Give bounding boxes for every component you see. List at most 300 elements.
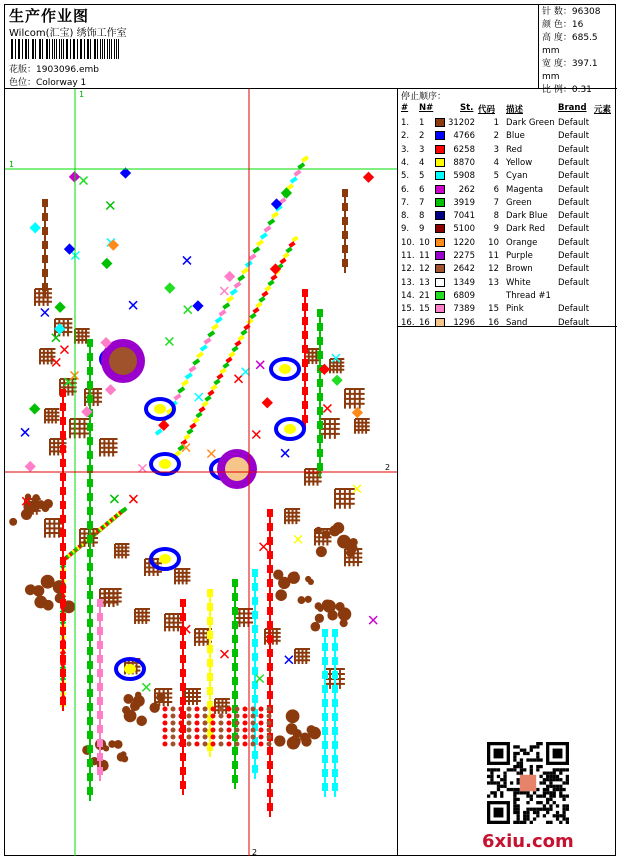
embroidery-stitch xyxy=(332,741,338,749)
embroidery-stitch xyxy=(324,679,326,685)
color-stitches: 262 xyxy=(458,184,475,195)
embroidery-stitch xyxy=(324,651,326,657)
embroidery-stitch xyxy=(89,515,91,521)
embroidery-stitch xyxy=(60,655,66,663)
neckline-stitch xyxy=(155,428,163,435)
color-brand: Default xyxy=(558,237,590,248)
embroidery-stitch xyxy=(319,429,321,435)
embroidery-stitch xyxy=(60,683,66,691)
qr-module xyxy=(556,768,559,771)
embroidery-stitch xyxy=(232,747,238,755)
neckline-stitch xyxy=(186,428,193,435)
embroidery-stitch xyxy=(267,803,273,811)
embroidery-stitch xyxy=(251,735,256,740)
qr-module xyxy=(507,768,510,771)
qr-module xyxy=(513,765,516,768)
qr-module xyxy=(562,788,565,791)
embroidery-stitch xyxy=(179,714,184,719)
embroidery-stitch xyxy=(219,721,224,726)
embroidery-stitch xyxy=(133,695,145,707)
embroidery-stitch xyxy=(97,739,103,747)
embroidery-stitch xyxy=(60,599,66,607)
embroidery-stitch xyxy=(97,641,103,649)
embroidery-stitch xyxy=(163,707,168,712)
embroidery-stitch xyxy=(182,775,184,781)
embroidery-stitch xyxy=(267,579,273,587)
embroidery-stitch xyxy=(154,404,166,414)
qr-module xyxy=(526,801,529,804)
qr-module xyxy=(520,749,523,752)
color-row xyxy=(398,224,617,237)
color-brand: Default xyxy=(558,211,590,222)
embroidery-stitch xyxy=(87,605,93,613)
qr-module xyxy=(497,775,500,778)
embroidery-stitch xyxy=(267,775,273,783)
embroidery-stitch xyxy=(109,347,137,375)
qr-module xyxy=(533,791,536,794)
embroidery-stitch xyxy=(44,277,46,283)
color-swatch xyxy=(435,251,445,260)
embroidery-stitch xyxy=(207,687,213,695)
qr-module xyxy=(549,804,552,807)
embroidery-stitch xyxy=(182,649,184,655)
embroidery-stitch xyxy=(99,663,101,669)
embroidery-stitch xyxy=(287,736,300,749)
embroidery-stitch xyxy=(300,732,310,742)
embroidery-stitch xyxy=(269,671,271,677)
embroidery-stitch xyxy=(97,627,103,635)
embroidery-stitch xyxy=(234,587,236,593)
embroidery-stitch xyxy=(195,742,200,747)
qr-module xyxy=(517,781,520,784)
embroidery-stitch xyxy=(9,518,17,526)
qr-module xyxy=(530,794,533,797)
qr-module xyxy=(517,762,520,765)
qr-module xyxy=(543,794,546,797)
qr-module xyxy=(503,772,506,775)
color-code: 2 xyxy=(493,131,499,142)
embroidery-stitch xyxy=(269,769,271,775)
embroidery-stitch xyxy=(180,599,186,607)
embroidery-stitch xyxy=(332,713,338,721)
color-stitches: 6809 xyxy=(453,290,475,301)
col-element: 元素 xyxy=(594,105,612,115)
embroidery-stitch xyxy=(89,361,91,367)
embroidery-stitch xyxy=(269,643,271,649)
neckline-stitch xyxy=(198,406,205,413)
color-seq: 11. xyxy=(401,251,415,261)
embroidery-stitch xyxy=(203,714,208,719)
color-code: 3 xyxy=(493,144,499,155)
qr-module xyxy=(539,765,542,768)
neckline-stitch xyxy=(200,344,208,351)
qr-module xyxy=(556,811,559,814)
color-seq: 5. xyxy=(401,171,410,182)
color-num: 4 xyxy=(419,157,425,168)
embroidery-stitch xyxy=(252,611,258,619)
embroidery-stitch xyxy=(251,728,256,733)
embroidery-stitch xyxy=(243,721,248,726)
embroidery-stitch xyxy=(269,531,271,537)
embroidery-stitch xyxy=(60,389,66,397)
qr-module xyxy=(553,778,556,781)
embroidery-stitch xyxy=(101,258,112,269)
embroidery-stitch xyxy=(344,239,346,245)
qr-module xyxy=(536,788,539,791)
qr-module xyxy=(539,801,542,804)
color-brand: Default xyxy=(558,118,590,128)
color-row xyxy=(398,318,617,331)
embroidery-stitch xyxy=(89,725,91,731)
color-count: 颜 色：16 xyxy=(542,20,584,30)
color-num: 6 xyxy=(419,184,425,195)
qr-module xyxy=(494,794,497,797)
qr-module xyxy=(546,775,549,778)
embroidery-stitch xyxy=(319,457,321,463)
embroidery-stitch xyxy=(302,415,308,423)
embroidery-stitch xyxy=(89,417,91,423)
color-num: 11 xyxy=(419,251,430,261)
embroidery-stitch xyxy=(232,761,238,769)
embroidery-stitch xyxy=(302,401,308,409)
qr-module xyxy=(517,814,520,817)
embroidery-stitch xyxy=(60,445,66,453)
embroidery-stitch xyxy=(322,755,328,763)
embroidery-stitch xyxy=(235,742,240,747)
embroidery-stitch xyxy=(232,649,238,657)
color-num: 15 xyxy=(419,304,430,315)
qr-module xyxy=(559,821,562,824)
embroidery-stitch xyxy=(87,773,93,781)
embroidery-stitch xyxy=(332,657,338,665)
qr-module xyxy=(500,791,503,794)
embroidery-stitch xyxy=(269,699,271,705)
neckline-stitch xyxy=(222,302,230,309)
embroidery-stitch xyxy=(99,761,101,767)
embroidery-stitch xyxy=(43,600,54,611)
qr-module xyxy=(530,768,533,771)
embroidery-stitch xyxy=(319,359,321,365)
embroidery-stitch xyxy=(159,554,171,564)
qr-module xyxy=(566,781,569,784)
color-num: 13 xyxy=(419,277,430,288)
embroidery-stitch xyxy=(62,509,64,515)
embroidery-stitch xyxy=(87,521,93,529)
qr-module xyxy=(533,817,536,820)
embroidery-stitch xyxy=(332,699,338,707)
embroidery-stitch xyxy=(42,255,48,263)
embroidery-stitch xyxy=(349,538,358,547)
qr-module xyxy=(549,821,552,824)
qr-module xyxy=(543,778,546,781)
embroidery-stitch xyxy=(97,753,103,761)
qr-module xyxy=(566,778,569,781)
embroidery-stitch xyxy=(342,203,348,211)
embroidery-stitch xyxy=(302,345,308,353)
embroidery-stitch xyxy=(87,717,93,725)
embroidery-stitch xyxy=(254,577,256,583)
embroidery-stitch xyxy=(267,728,272,733)
embroidery-stitch xyxy=(60,557,66,565)
embroidery-stitch xyxy=(60,571,66,579)
embroidery-stitch xyxy=(60,417,66,425)
embroidery-stitch xyxy=(30,222,41,233)
qr-module xyxy=(520,791,523,794)
qr-module xyxy=(549,772,552,775)
color-swatch xyxy=(435,318,445,327)
color-code: 8 xyxy=(493,211,499,222)
embroidery-stitch xyxy=(89,501,91,507)
qr-module xyxy=(490,768,493,771)
qr-module xyxy=(562,814,565,817)
embroidery-stitch xyxy=(322,783,328,791)
embroidery-stitch xyxy=(182,789,184,795)
embroidery-stitch xyxy=(209,653,211,659)
embroidery-stitch xyxy=(302,331,308,339)
color-row xyxy=(398,211,617,224)
embroidery-stitch xyxy=(97,613,103,621)
embroidery-stitch xyxy=(89,473,91,479)
neckline-stitch xyxy=(213,379,220,386)
embroidery-stitch xyxy=(62,607,64,613)
qr-module xyxy=(497,768,500,771)
embroidery-stitch xyxy=(89,347,91,353)
color-code: 6 xyxy=(493,184,499,195)
neckline-stitch xyxy=(267,218,275,225)
embroidery-stitch xyxy=(262,397,273,408)
qr-module xyxy=(559,772,562,775)
qr-module xyxy=(546,788,549,791)
embroidery-stitch xyxy=(62,397,64,403)
embroidery-stitch xyxy=(259,707,264,712)
color-row xyxy=(398,278,617,291)
embroidery-stitch xyxy=(324,777,326,783)
embroidery-stitch xyxy=(182,663,184,669)
color-stitches: 7041 xyxy=(453,211,475,222)
embroidery-stitch xyxy=(87,535,93,543)
embroidery-stitch xyxy=(254,689,256,695)
embroidery-stitch xyxy=(163,742,168,747)
embroidery-stitch xyxy=(89,795,91,801)
embroidery-stitch xyxy=(187,735,192,740)
color-desc: Dark Green xyxy=(506,118,555,128)
embroidery-stitch xyxy=(322,685,328,693)
embroidery-stitch xyxy=(332,629,338,637)
embroidery-stitch xyxy=(227,735,232,740)
embroidery-stitch xyxy=(171,735,176,740)
color-stitches: 2642 xyxy=(453,264,475,275)
color-desc: Dark Red xyxy=(506,224,546,235)
qr-module xyxy=(549,791,552,794)
embroidery-stitch xyxy=(60,459,66,467)
embroidery-stitch xyxy=(149,702,159,712)
qr-module xyxy=(562,817,565,820)
embroidery-stitch xyxy=(99,747,101,753)
color-seq: 8. xyxy=(401,211,410,222)
embroidery-stitch xyxy=(24,503,32,511)
qr-module xyxy=(536,811,539,814)
embroidery-stitch xyxy=(315,602,322,609)
embroidery-stitch xyxy=(304,297,306,303)
embroidery-stitch xyxy=(290,572,299,581)
guide-label-left: 1 xyxy=(9,160,15,169)
embroidery-stitch xyxy=(234,685,236,691)
embroidery-stitch xyxy=(317,309,323,317)
embroidery-stitch xyxy=(252,597,258,605)
embroidery-stitch xyxy=(344,225,346,231)
embroidery-stitch xyxy=(234,629,236,635)
qr-module xyxy=(533,758,536,761)
embroidery-stitch xyxy=(243,714,248,719)
color-code: 11 xyxy=(488,251,499,261)
color-num: 3 xyxy=(419,144,425,155)
embroidery-stitch xyxy=(97,655,103,663)
embroidery-stitch xyxy=(234,755,236,761)
neckline-stitch xyxy=(260,232,268,239)
embroidery-stitch xyxy=(89,445,91,451)
embroidery-stitch xyxy=(87,395,93,403)
embroidery-stitch xyxy=(267,537,273,545)
embroidery-stitch xyxy=(334,721,336,727)
color-seq: 4. xyxy=(401,157,410,168)
embroidery-stitch xyxy=(254,647,256,653)
embroidery-stitch xyxy=(332,769,338,777)
embroidery-stitch xyxy=(334,777,336,783)
embroidery-stitch xyxy=(219,742,224,747)
embroidery-stitch xyxy=(207,673,213,681)
embroidery-stitch xyxy=(89,431,91,437)
embroidery-stitch xyxy=(319,373,321,379)
embroidery-stitch xyxy=(89,389,91,395)
embroidery-stitch xyxy=(317,379,323,387)
embroidery-stitch xyxy=(117,752,126,761)
neckline-stitch xyxy=(216,373,223,380)
embroidery-stitch xyxy=(327,610,337,620)
production-sheet xyxy=(4,4,616,856)
color-desc: Cyan xyxy=(506,171,528,182)
qr-module xyxy=(562,808,565,811)
embroidery-stitch xyxy=(269,587,271,593)
embroidery-stitch xyxy=(259,714,264,719)
embroidery-stitch xyxy=(259,728,264,733)
embroidery-stitch xyxy=(254,759,256,765)
qr-module xyxy=(526,817,529,820)
embroidery-stitch xyxy=(274,735,285,746)
embroidery-stitch xyxy=(99,677,101,683)
qr-module xyxy=(530,758,533,761)
embroidery-stitch xyxy=(44,207,46,213)
embroidery-stitch xyxy=(234,601,236,607)
embroidery-stitch xyxy=(334,665,336,671)
embroidery-stitch xyxy=(234,657,236,663)
embroidery-stitch xyxy=(209,695,211,701)
embroidery-stitch xyxy=(269,685,271,691)
embroidery-stitch xyxy=(60,431,66,439)
embroidery-stitch xyxy=(334,693,336,699)
sheet-title: 生产作业图 xyxy=(9,7,90,25)
qr-module xyxy=(526,814,529,817)
qr-module xyxy=(513,808,516,811)
qr-module xyxy=(553,794,556,797)
qr-module xyxy=(556,788,559,791)
embroidery-stitch xyxy=(60,641,66,649)
embroidery-stitch xyxy=(251,707,256,712)
qr-module xyxy=(490,775,493,778)
embroidery-stitch xyxy=(187,742,192,747)
color-stitches: 5100 xyxy=(453,224,475,235)
embroidery-stitch xyxy=(269,811,271,817)
embroidery-stitch xyxy=(41,575,55,589)
embroidery-stitch xyxy=(99,705,101,711)
qr-module xyxy=(553,785,556,788)
colorway: 色位：Colorway 1 xyxy=(9,78,87,88)
embroidery-stitch xyxy=(252,569,258,577)
qr-module xyxy=(523,768,526,771)
design-width: 宽 度：397.1 mm xyxy=(542,59,598,82)
embroidery-stitch xyxy=(332,685,338,693)
qr-module xyxy=(549,778,552,781)
embroidery-stitch xyxy=(44,263,46,269)
embroidery-stitch xyxy=(97,697,103,705)
embroidery-stitch xyxy=(317,393,323,401)
qr-module xyxy=(523,811,526,814)
embroidery-stitch xyxy=(60,515,66,523)
qr-module xyxy=(513,745,516,748)
embroidery-stitch xyxy=(302,317,308,325)
embroidery-stitch xyxy=(342,231,348,239)
neckline-stitch xyxy=(240,329,247,336)
embroidery-stitch xyxy=(163,728,168,733)
qr-module xyxy=(520,758,523,761)
color-stitches: 1296 xyxy=(453,317,475,328)
embroidery-stitch xyxy=(171,714,176,719)
embroidery-stitch xyxy=(89,459,91,465)
qr-module xyxy=(543,791,546,794)
qr-module xyxy=(562,768,565,771)
qr-module xyxy=(513,752,516,755)
qr-module xyxy=(520,765,523,768)
qr-module xyxy=(559,791,562,794)
watermark: 6xiu.com xyxy=(482,831,574,852)
neckline-stitch xyxy=(231,346,238,353)
embroidery-stitch xyxy=(87,759,93,767)
embroidery-stitch xyxy=(235,714,240,719)
embroidery-stitch xyxy=(87,675,93,683)
embroidery-stitch xyxy=(87,367,93,375)
color-code: 12 xyxy=(488,264,499,275)
embroidery-stitch xyxy=(209,611,211,617)
qr-module xyxy=(559,794,562,797)
color-brand: Default xyxy=(558,304,590,315)
qr-module xyxy=(487,775,490,778)
embroidery-stitch xyxy=(317,351,323,359)
pattern-file: 花版：1903096.emb xyxy=(9,65,99,75)
embroidery-stitch xyxy=(219,714,224,719)
color-row xyxy=(398,291,617,304)
neckline-stitch xyxy=(249,313,256,320)
qr-module xyxy=(494,791,497,794)
neckline-stitch xyxy=(219,368,226,375)
embroidery-stitch xyxy=(25,461,36,472)
qr-module xyxy=(513,788,516,791)
qr-module xyxy=(536,808,539,811)
embroidery-stitch xyxy=(87,661,93,669)
embroidery-stitch xyxy=(62,593,64,599)
embroidery-stitch xyxy=(251,721,256,726)
embroidery-stitch xyxy=(243,707,248,712)
embroidery-stitch xyxy=(207,603,213,611)
color-desc: Magenta xyxy=(506,184,544,195)
